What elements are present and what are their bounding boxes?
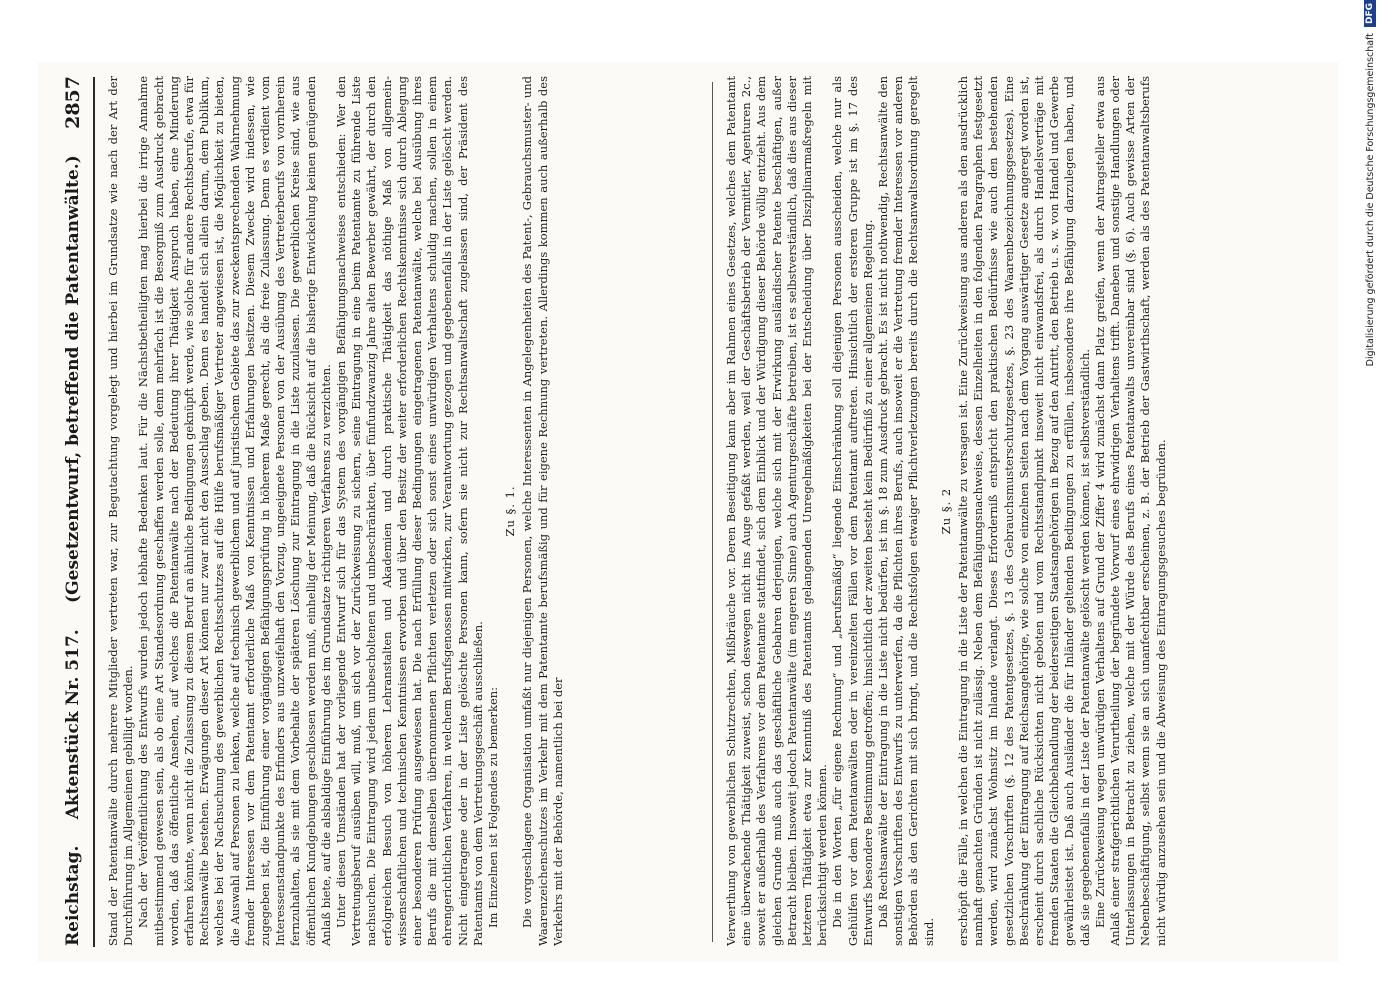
paragraph: Eine Zurückweisung wegen unwürdigen Verhaltens auf Grund der Ziffer 4 wird zunächst dann Platz greifen, wenn der Antragsteller etwa aus Anlaß einer strafgerichtlichen Verurtheilung der begründete Vorwurf eines ehrwidrigen Verhaltens trifft. Daneben und sonstige Handlungen oder Unterlassungen in Betracht zu ziehen, welche mit der Würde des Berufs eines Patentanwalts unvereinbar sind (§. 6). Auch gewisse Arten der Nebenbeschäftigung, selbst wenn sie an sich unanfechtbar erscheinen, z. B. der Betrieb der Gastwirthschaft, werden als des Patentanwaltsberufs nicht würdig anzusehen sein und die Abweisung des Eintragungsgesuches begründen.: [1092, 76, 1168, 946]
page-header: [58, 76, 88, 946]
column-divider: [712, 82, 713, 942]
paragraph: Verwerthung von gewerblichen Schutzrechten, Mißbräuche vor. Deren Beseitigung kann aber im Rahmen eines Gesetzes, welches dem Patentamt eine überwachende Thätigkeit zuweist, schon deswegen nicht ins Auge gefaßt werden, weil der Geschäftsbetrieb der Vermittler, Agenturen 2c., soweit er außerhalb des Verfahrens vor dem Patentamte stattfindet, sich dem Einblick und der Würdigung dieser Behörde völlig entzieht. Aus dem gleichen Grunde muß auch das geschäftliche Gebahren derjenigen, welche sich mit der Erwirkung ausländischer Patente beschäftigen, außer Betracht bleiben. Insoweit jedoch Patentanwälte (im engeren Sinne) auch Agenturgeschäfte betreiben, ist es selbstverständlich, daß dies aus dieser letzteren Thätigkeit etwa zur Kenntniß des Patentamts gelangenden Unregelmäßigkeiten bei der Entscheidung über Disziplinarmaßregeln mit berücksichtigt werden können.: [724, 76, 830, 946]
paragraph: Die in den Worten „für eigene Rechnung“ und „berufsmäßig“ liegende Einschränkung soll diejenigen Personen ausscheiden, welche nur als Gehülfen vor dem Patentanwälten oder in vereinzelten Fällen vor dem Patentamt auftreten. Hinsichtlich der ersteren Gruppe ist im §. 17 des Entwurfs besondere Bestimmung getroffen; hinsichtlich der zweiten besteht kein Bedürfniß zu einer allgemeinen Regelung.: [830, 76, 875, 946]
header-subject: (Gesetzentwurf, betreffend die Patentanwälte.): [63, 155, 83, 603]
page-number: 2857: [62, 76, 84, 129]
paragraph: erschöpft die Fälle, in welchen die Eintragung in die Liste der Patentanwälte zu versagen ist. Eine Zurückweisung aus anderen als den ausdrücklich namhaft gemachten Gründen ist nicht zulässig. Neben dem Befähigungsnachweise, dessen Einzelheiten in den folgenden Paragraphen festgesetzt werden, wird zunächst Wohnsitz im Inlande verlangt. Dieses Erforderniß entspricht den praktischen Bedürfnisse wie auch den bestehenden gesetzlichen Vorschriften (§. 12 des Patentgesetzes, §. 13 des Gebrauchsmusterschutzgesetzes, §. 23 des Waarenbezeichnungsgesetzes). Eine Beschränkung der Eintragung auf Reichsangehörige, wie solche von einzelnen Seiten nach dem Vorgang auswärtiger Gesetze angeregt worden ist, erscheint durch sachliche Rücksichten nicht geboten und vom Rechtsstandpunkt insoweit nicht einwandsfrei, als durch Handelsverträge mit fremden Staaten die Gleichbehandlung der beiderseitigen Staatsangehörigen in Bezug auf den Antritt, den Betrieb u. s. w. von Handel und Gewerbe gewährleistet ist. Daß auch Ausländer die für Inländer geltenden Bedingungen zu erfüllen, insbesondere ihre Befähigung darzulegen haben, und daß sie gegebenenfalls in der Liste der Patentanwälte gelöscht werden können, ist selbstverständlich.: [956, 76, 1092, 946]
credit-text: Digitalisierung gefördert durch die Deutsche Forschungsgemeinschaft: [1364, 33, 1376, 367]
header-document-number: Aktenstück Nr. 517.: [63, 629, 83, 820]
paragraph: Stand der Patentanwälte durch mehrere Mitglieder vertreten war, zur Begutachtung vorgelegt und hierbei im Grundsatze wie nach der Art der Durchführung im Allgemeinen gebilligt worden.: [106, 76, 136, 946]
section-heading: Zu §. 2: [938, 487, 953, 535]
digitization-credit: [1364, 0, 1376, 990]
text-column-right: [724, 76, 1324, 946]
paragraph: Daß Rechtsanwälte der Eintragung in die Liste nicht bedürfen, ist im §. 18 zum Ausdruck gebracht. Es ist nicht nothwendig, Rechtsanwälte den sonstigen Vorschriften des Entwurfs zu unterwerfen, da die Pflichten ihres Berufs, auch insoweit er die Vertretung fremder Interessen vor anderen Behörden als den Gerichten mit sich bringt, und die Rechtsfolgen etwaiger Pflichtverletzungen bereits durch die Rechtsanwaltsordnung geregelt sind.: [876, 76, 936, 946]
paragraph: Die vorgeschlagene Organisation umfaßt nur diejenigen Personen, welche Interessenten in Angelegenheiten des Patent-, Gebrauchsmuster- und Waarenzeichenschutzes im Verkehr mit dem Patentamte berufsmäßig und für eigene Rechnung vertreten. Allerdings kommen auch außerhalb des Verkehrs mit der Behörde, namentlich bei der: [520, 76, 565, 946]
dfg-logo: DFG: [1364, 0, 1376, 27]
section-heading: Zu §. 1.: [503, 485, 518, 537]
paragraph: Im Einzelnen ist Folgendes zu bemerken:: [486, 686, 501, 928]
document-page: [38, 62, 1338, 962]
text-column-left: [106, 76, 698, 946]
header-reichstag: Reichstag.: [63, 845, 83, 946]
paragraph: Unter diesen Umständen hat der vorliegende Entwurf sich für das System des vorgängigen Befähigungsnachweises entschieden: Wer den Vertretungsberuf ausüben will, muß, um sich vor der Zurückweisung zu sichern, seine Eintragung in eine beim Patentamte zu führende Liste nachsuchen. Die Eintragung wird jedem unbescholtenen und unbeschränkten, über fünfundzwanzig Jahre alten Bewerber gewährt, der durch den erfolgreichen Besuch von höheren Lehranstalten und Akademien und durch praktische Thätigkeit das nöthige Maß von allgemein-wissenschaftlichen und technischen Kenntnissen erworben und über den Besitz der weiter erforderlichen Rechtskenntnisse sich durch Ablegung einer besonderen Prüfung ausgewiesen hat. Die nach Erfüllung dieser Bedingungen eingetragenen Patentanwälte, welche bei Ausübung ihres Berufs die mit demselben übernommenen Pflichten verletzen oder sich sonst eines unwürdigen Verhaltens schuldig machen, sollen in einem ehrengerichtlichen Verfahren, in welchem Berufsgenossen mitwirken, zur Verantwortung gezogen und gegebenenfalls in der Liste gelöscht werden. Nicht eingetragene oder in der Liste gelöschte Personen kann, sofern sie nicht zur Rechtsanwaltschaft zugelassen sind, der Präsident des Patentamts von dem Vertretungsgeschäft ausschließen.: [334, 76, 485, 946]
header-rule: [93, 77, 95, 947]
paragraph: Nach der Veröffentlichung des Entwurfs wurden jedoch lebhafte Bedenken laut. Für die Nächstbetheiligten mag hierbei die irrige Annahme mitbestimmend gewesen sein, als ob eine Art Standesordnung geschaffen werden solle, denn mehrfach ist die Besorgniß zum Ausdruck gebracht worden, daß das öffentliche Ansehen, auf welches die Patentanwälte nach der Bedeutung ihrer Thätigkeit Anspruch haben, eine Minderung erfahren könnte, wenn nicht die Zulassung zu diesem Beruf an ähnliche Bedingungen geknüpft werde, wie solche für andere Rechtsberufe, etwa für Rechtsanwälte bestehen. Erwägungen dieser Art können nur zwar nicht den Ausschlag geben. Denn es handelt sich allein darum, dem Publikum, welches bei der Nachsuchung des gewerblichen Rechtsschutzes auf die Hülfe berufsmäßiger Vertreter angewiesen ist, die Möglichkeit zu bieten, die Auswahl auf Personen zu lenken, welche auf technisch gewerblichem und auf juristischem Gebiete das zur zweckentsprechenden Wahrnehmung fremder Interessen vor dem Patentamt erforderliche Maß von Kenntnissen und Erfahrungen besitzen. Diesem Zwecke wird indessen, wie zugegeben ist, die Einführung einer vorgängigen Befähigungsprüfung in höherem Maße gerecht, als die freie Zulassung. Denn es verdient vom Interessenstandpunkte des Erfinders aus unzweifelhaft den Vorzug, ungeeignete Personen von der Ausübung des Vertreterberufs von vornherein fernzuhalten, als sie mit dem Vorbehalte der späteren Löschung zur Eintragung in die Liste zuzulassen. Die gewerblichen Kreise sind, wie aus öffentlichen Kundgebungen geschlossen werden muß, einhellig der Meinung, daß die Rücksicht auf die bisherige Entwickelung keinen genügenden Anlaß biete, auf die alsbaldige Einführung des im Grundsatze richtigeren Verfahrens zu verzichten.: [136, 76, 333, 946]
